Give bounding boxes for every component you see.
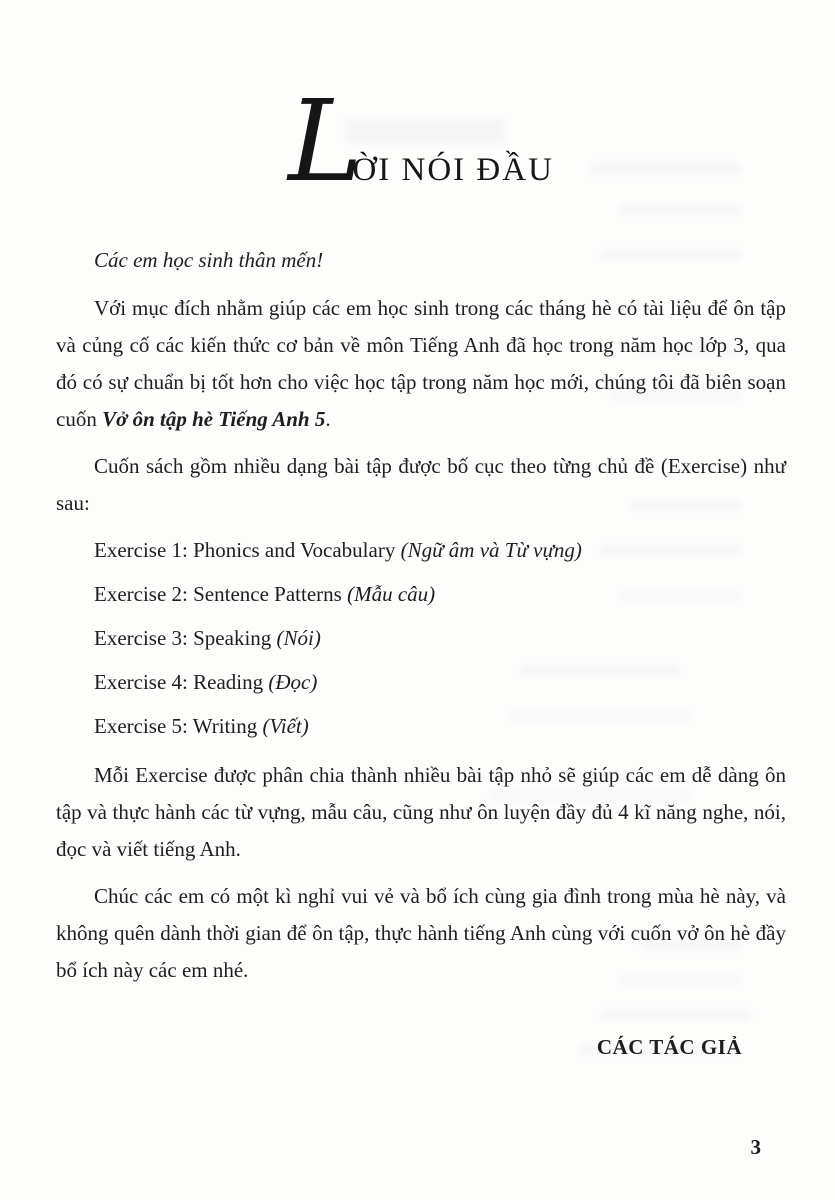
exercise-note: (Đọc)	[268, 670, 318, 694]
exercise-label: Exercise 3: Speaking	[94, 626, 277, 650]
exercise-list	[56, 532, 786, 745]
page-content	[56, 0, 786, 1066]
paragraph-intro-period: .	[325, 407, 331, 431]
exercise-item	[94, 532, 786, 569]
paragraph-closing: Chúc các em có một kì nghỉ vui vẻ và bổ ích cùng gia đình trong mùa hè này, và không quên dành thời gian để ôn tập, thực hành tiếng Anh cùng với cuốn vở ôn hè đầy bổ ích này các em nhé.	[56, 884, 786, 982]
exercise-note: (Nói)	[276, 626, 321, 650]
page-title	[56, 77, 786, 207]
exercise-label: Exercise 4: Reading	[94, 670, 269, 694]
page-number: 3	[750, 1135, 761, 1159]
exercise-note: (Mẫu câu)	[347, 582, 436, 606]
paragraph-intro	[56, 290, 786, 438]
paragraph-intro-text: Với mục đích nhằm giúp các em học sinh trong các tháng hè có tài liệu để ôn tập và củng cố các kiến thức cơ bản về môn Tiếng Anh đã học trong năm học lớp 3, qua đó có sự chuẩn bị tốt hơn cho việc học tập trong năm học mới, chúng tôi đã biên soạn cuốn	[56, 296, 786, 431]
exercise-note: (Ngữ âm và Từ vựng)	[400, 538, 582, 562]
exercise-label: Exercise 2: Sentence Patterns	[94, 582, 348, 606]
exercise-note: (Viết)	[262, 714, 309, 738]
exercise-item	[94, 576, 786, 613]
title-text: ỜI NÓI ĐẦU	[352, 152, 554, 188]
book-title: Vở ôn tập hè Tiếng Anh 5	[102, 407, 326, 431]
exercise-item	[94, 708, 786, 745]
exercise-label: Exercise 5: Writing	[94, 714, 263, 738]
greeting-line: Các em học sinh thân mến!	[94, 248, 324, 272]
title-drop-cap: L	[288, 77, 359, 207]
paragraph-detail: Mỗi Exercise được phân chia thành nhiều bài tập nhỏ sẽ giúp các em dễ dàng ôn tập và thực hành các từ vựng, mẫu câu, cũng như ôn luyện đầy đủ 4 kĩ năng nghe, nói, đọc và viết tiếng Anh.	[56, 763, 786, 861]
authors-signature: CÁC TÁC GIẢ	[596, 1035, 742, 1059]
paragraph-structure: Cuốn sách gồm nhiều dạng bài tập được bố cục theo từng chủ đề (Exercise) như sau:	[56, 454, 786, 515]
exercise-label: Exercise 1: Phonics and Vocabulary	[94, 538, 401, 562]
exercise-item	[94, 620, 786, 657]
exercise-item	[94, 664, 786, 701]
